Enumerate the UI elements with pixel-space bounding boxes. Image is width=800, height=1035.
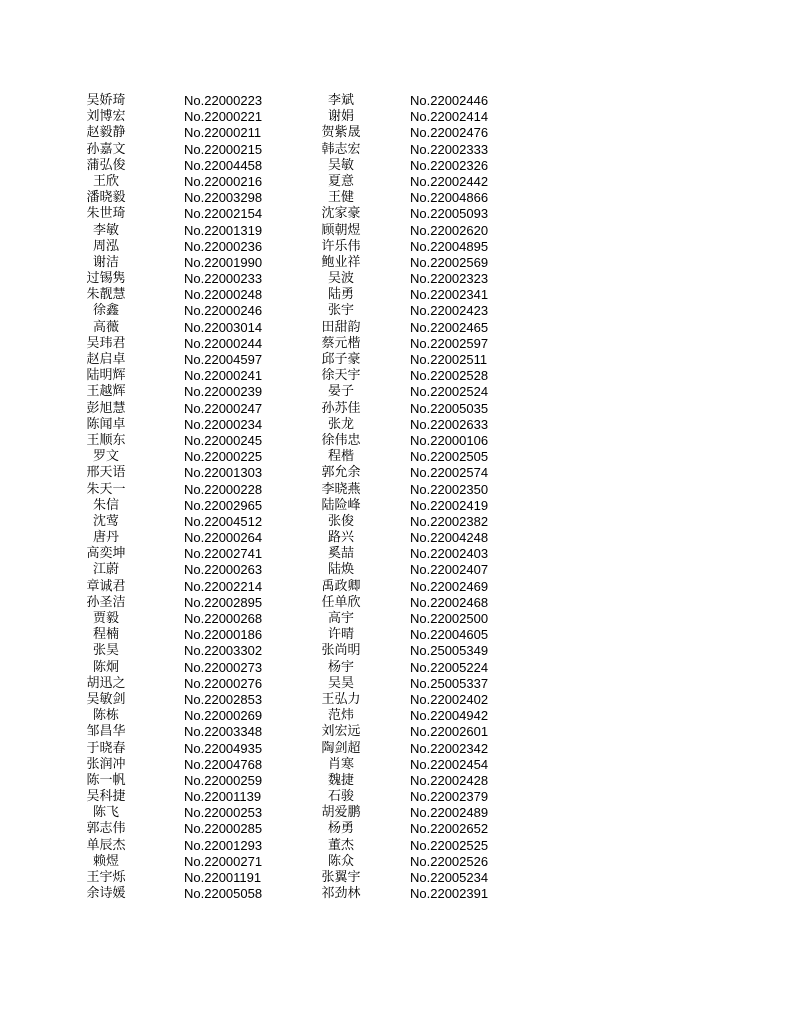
name-cell-right: 晏子 bbox=[327, 384, 354, 400]
number-cell-left: No.22000221 bbox=[184, 109, 263, 125]
number-cell-right: No.22004866 bbox=[410, 190, 489, 206]
number-cell-left: No.22000276 bbox=[184, 675, 263, 691]
number-cell-right: No.22002511 bbox=[410, 352, 488, 367]
number-cell-right: No.25005349 bbox=[410, 643, 489, 659]
name-cell-left: 邹昌华 bbox=[86, 724, 126, 740]
number-cell-right: No.22002342 bbox=[410, 740, 489, 756]
name-cell-left: 李敏 bbox=[92, 222, 119, 238]
name-cell-left: 王欣 bbox=[92, 173, 119, 189]
number-cell-left: No.22000211 bbox=[184, 125, 262, 141]
name-cell-right: 奚喆 bbox=[327, 546, 354, 562]
name-cell-right: 陆勇 bbox=[327, 287, 354, 303]
number-cell-right: No.22002446 bbox=[410, 93, 489, 108]
name-cell-left: 孙圣洁 bbox=[86, 594, 126, 610]
table-row bbox=[0, 190, 800, 206]
number-cell-left: No.22003348 bbox=[184, 724, 263, 740]
number-cell-right: No.22002350 bbox=[410, 481, 489, 497]
table-row bbox=[0, 449, 800, 465]
number-cell-right: No.25005337 bbox=[410, 675, 489, 691]
number-cell-right: No.22002414 bbox=[410, 109, 489, 125]
number-cell-right: No.22005035 bbox=[410, 400, 489, 416]
name-cell-left: 唐丹 bbox=[92, 530, 119, 546]
name-cell-right: 顾朝煜 bbox=[321, 222, 361, 238]
number-cell-right: No.22005234 bbox=[410, 870, 489, 885]
name-cell-left: 彭旭慧 bbox=[86, 400, 126, 416]
table-row bbox=[0, 368, 800, 384]
name-cell-left: 陈炯 bbox=[92, 659, 119, 675]
number-cell-left: No.22000241 bbox=[184, 368, 263, 384]
number-cell-right: No.22002407 bbox=[410, 562, 489, 578]
number-cell-right: No.22002620 bbox=[410, 222, 489, 238]
name-cell-left: 周泓 bbox=[92, 238, 119, 254]
number-cell-right: No.22002428 bbox=[410, 772, 489, 788]
number-cell-left: No.22000186 bbox=[184, 627, 263, 643]
table-row bbox=[0, 255, 800, 271]
name-cell-right: 刘宏远 bbox=[321, 724, 361, 740]
name-cell-right: 张翼宇 bbox=[321, 870, 361, 885]
table-row bbox=[0, 611, 800, 627]
name-cell-left: 陈一帆 bbox=[86, 772, 126, 788]
name-cell-right: 魏捷 bbox=[327, 772, 354, 788]
number-cell-left: No.22000247 bbox=[184, 400, 263, 416]
table-row bbox=[0, 433, 800, 449]
name-cell-left: 赵毅静 bbox=[86, 125, 126, 141]
name-cell-right: 蔡元楷 bbox=[321, 335, 361, 351]
number-cell-right: No.22002476 bbox=[410, 125, 489, 141]
name-cell-right: 李斌 bbox=[327, 93, 354, 108]
number-cell-left: No.22003298 bbox=[184, 190, 263, 206]
number-cell-left: No.22002741 bbox=[184, 546, 263, 562]
number-cell-left: No.22000236 bbox=[184, 238, 263, 254]
number-cell-right: No.22002454 bbox=[410, 756, 489, 772]
name-cell-left: 陈栋 bbox=[92, 708, 119, 724]
name-cell-left: 吴娇琦 bbox=[86, 93, 126, 108]
table-row bbox=[0, 595, 800, 611]
name-cell-right: 胡爱鹏 bbox=[321, 805, 361, 821]
number-cell-right: No.22002382 bbox=[410, 513, 489, 529]
name-cell-left: 王宇烁 bbox=[86, 870, 126, 885]
number-cell-right: No.22002597 bbox=[410, 335, 489, 351]
name-cell-right: 张俊 bbox=[327, 513, 354, 529]
name-cell-right: 沈家豪 bbox=[321, 206, 361, 222]
number-cell-right: No.22000106 bbox=[410, 432, 489, 448]
table-row bbox=[0, 93, 800, 109]
number-cell-left: No.22002895 bbox=[184, 594, 263, 610]
name-cell-right: 许晴 bbox=[327, 627, 354, 643]
table-row bbox=[0, 125, 800, 141]
table-row bbox=[0, 530, 800, 546]
name-cell-left: 朱靓慧 bbox=[86, 287, 126, 303]
table-row bbox=[0, 223, 800, 239]
name-cell-left: 潘晓毅 bbox=[86, 190, 126, 206]
name-cell-right: 杨宇 bbox=[327, 659, 354, 675]
name-cell-right: 张宇 bbox=[327, 303, 354, 319]
number-cell-right: No.22002379 bbox=[410, 789, 489, 805]
number-cell-left: No.22001319 bbox=[184, 222, 263, 238]
table-row bbox=[0, 562, 800, 578]
number-cell-left: No.22001139 bbox=[184, 789, 262, 805]
number-cell-right: No.22002569 bbox=[410, 254, 489, 270]
number-cell-right: No.22002526 bbox=[410, 853, 489, 869]
name-cell-left: 吴敏剑 bbox=[86, 691, 126, 707]
name-cell-left: 陆明辉 bbox=[86, 368, 126, 384]
name-cell-right: 范炜 bbox=[327, 708, 354, 724]
number-cell-left: No.22000259 bbox=[184, 772, 263, 788]
table-row bbox=[0, 417, 800, 433]
number-cell-left: No.22004512 bbox=[184, 513, 263, 529]
number-cell-left: No.22000216 bbox=[184, 173, 263, 189]
name-cell-right: 许乐伟 bbox=[321, 238, 361, 254]
name-cell-right: 董杰 bbox=[327, 837, 354, 853]
number-cell-right: No.22002442 bbox=[410, 173, 489, 189]
name-cell-left: 贾毅 bbox=[92, 611, 119, 626]
table-row bbox=[0, 384, 800, 400]
table-row bbox=[0, 692, 800, 708]
table-row bbox=[0, 546, 800, 562]
number-cell-right: No.22002403 bbox=[410, 546, 489, 562]
name-cell-right: 张龙 bbox=[327, 416, 354, 432]
name-cell-right: 贺紫晟 bbox=[321, 125, 361, 141]
number-cell-right: No.22002326 bbox=[410, 157, 489, 173]
table-row bbox=[0, 514, 800, 530]
number-cell-left: No.22004458 bbox=[184, 157, 263, 173]
name-cell-right: 程楷 bbox=[327, 449, 354, 465]
table-row bbox=[0, 627, 800, 643]
name-cell-right: 祁劲林 bbox=[321, 886, 361, 902]
number-cell-left: No.22004935 bbox=[184, 740, 263, 756]
table-row bbox=[0, 870, 800, 886]
name-cell-left: 朱世琦 bbox=[86, 206, 126, 222]
name-cell-left: 沈莺 bbox=[92, 513, 119, 529]
name-cell-right: 韩志宏 bbox=[321, 141, 361, 157]
number-cell-left: No.22000228 bbox=[184, 481, 263, 497]
number-cell-right: No.22002652 bbox=[410, 821, 489, 837]
number-cell-left: No.22004597 bbox=[184, 352, 263, 367]
name-cell-right: 吴敏 bbox=[327, 157, 354, 173]
number-cell-left: No.22000248 bbox=[184, 287, 263, 303]
number-cell-right: No.22004895 bbox=[410, 238, 489, 254]
table-row bbox=[0, 498, 800, 514]
table-row bbox=[0, 174, 800, 190]
table-row bbox=[0, 271, 800, 287]
name-cell-left: 蒲弘俊 bbox=[86, 157, 126, 173]
name-cell-right: 肖寒 bbox=[327, 756, 354, 772]
number-cell-left: No.22002965 bbox=[184, 497, 263, 513]
number-cell-right: No.22002469 bbox=[410, 578, 489, 594]
name-cell-right: 吴昊 bbox=[327, 675, 354, 691]
number-cell-left: No.22002853 bbox=[184, 691, 263, 707]
number-cell-right: No.22002601 bbox=[410, 724, 489, 740]
number-cell-left: No.22000244 bbox=[184, 335, 263, 351]
number-cell-left: No.22000223 bbox=[184, 93, 263, 108]
number-cell-right: No.22002341 bbox=[410, 287, 489, 303]
number-cell-right: No.22005224 bbox=[410, 659, 489, 675]
name-cell-right: 邱子豪 bbox=[321, 352, 361, 367]
number-cell-left: No.22001191 bbox=[184, 870, 262, 885]
table-row bbox=[0, 158, 800, 174]
number-cell-right: No.22002419 bbox=[410, 497, 489, 513]
number-cell-left: No.22001303 bbox=[184, 465, 263, 481]
name-cell-left: 过锡隽 bbox=[86, 271, 126, 287]
number-cell-right: No.22002323 bbox=[410, 271, 489, 287]
name-cell-left: 程楠 bbox=[92, 627, 119, 643]
table-row bbox=[0, 206, 800, 222]
table-row bbox=[0, 838, 800, 854]
number-cell-right: No.22002391 bbox=[410, 886, 489, 902]
number-cell-right: No.22002525 bbox=[410, 837, 489, 853]
name-cell-left: 江蔚 bbox=[92, 562, 119, 578]
name-cell-right: 路兴 bbox=[327, 530, 354, 546]
name-cell-right: 夏意 bbox=[327, 173, 354, 189]
table-row bbox=[0, 805, 800, 821]
table-row bbox=[0, 320, 800, 336]
table-row bbox=[0, 401, 800, 417]
number-cell-left: No.22003014 bbox=[184, 319, 263, 335]
number-cell-left: No.22002214 bbox=[184, 578, 263, 594]
number-cell-right: No.22002505 bbox=[410, 449, 489, 465]
name-cell-left: 陈闻卓 bbox=[86, 416, 126, 432]
number-cell-left: No.22004768 bbox=[184, 756, 263, 772]
name-cell-right: 谢娟 bbox=[327, 109, 354, 125]
name-cell-left: 高奕坤 bbox=[86, 546, 126, 562]
name-cell-right: 陈众 bbox=[327, 853, 354, 869]
number-cell-left: No.22000271 bbox=[184, 853, 263, 869]
number-cell-right: No.22002402 bbox=[410, 691, 489, 707]
name-cell-left: 吴科捷 bbox=[86, 789, 126, 805]
number-cell-left: No.22000263 bbox=[184, 562, 263, 578]
name-cell-right: 孙苏佳 bbox=[321, 400, 361, 416]
table-row bbox=[0, 886, 800, 902]
table-row bbox=[0, 239, 800, 255]
table-row bbox=[0, 465, 800, 481]
number-cell-left: No.22001293 bbox=[184, 837, 263, 853]
table-row bbox=[0, 660, 800, 676]
table-row bbox=[0, 741, 800, 757]
name-cell-right: 杨勇 bbox=[327, 821, 354, 837]
name-cell-left: 高薇 bbox=[92, 319, 119, 335]
name-cell-right: 高宇 bbox=[327, 611, 354, 626]
number-cell-right: No.22002633 bbox=[410, 416, 489, 432]
roster-table bbox=[0, 93, 800, 902]
number-cell-right: No.22005093 bbox=[410, 206, 489, 222]
name-cell-left: 徐鑫 bbox=[92, 303, 119, 319]
name-cell-left: 王越辉 bbox=[86, 384, 126, 400]
number-cell-left: No.22005058 bbox=[184, 886, 263, 902]
number-cell-left: No.22000253 bbox=[184, 805, 263, 821]
table-row bbox=[0, 724, 800, 740]
name-cell-left: 赵启卓 bbox=[86, 352, 126, 367]
name-cell-right: 李晓燕 bbox=[321, 481, 361, 497]
name-cell-right: 陆焕 bbox=[327, 562, 354, 578]
number-cell-right: No.22002500 bbox=[410, 611, 489, 626]
name-cell-right: 任单欣 bbox=[321, 594, 361, 610]
number-cell-right: No.22004605 bbox=[410, 627, 489, 643]
number-cell-left: No.22000285 bbox=[184, 821, 263, 837]
name-cell-left: 朱信 bbox=[92, 497, 119, 513]
name-cell-right: 石骏 bbox=[327, 789, 354, 805]
name-cell-left: 单辰杰 bbox=[86, 837, 126, 853]
number-cell-left: No.22000233 bbox=[184, 271, 263, 287]
number-cell-right: No.22002528 bbox=[410, 368, 489, 384]
name-cell-left: 罗文 bbox=[92, 449, 119, 465]
number-cell-right: No.22002423 bbox=[410, 303, 489, 319]
table-row bbox=[0, 854, 800, 870]
number-cell-left: No.22000264 bbox=[184, 530, 263, 546]
number-cell-left: No.22000234 bbox=[184, 416, 263, 432]
table-row bbox=[0, 821, 800, 837]
table-row bbox=[0, 579, 800, 595]
name-cell-left: 余诗媛 bbox=[86, 886, 126, 902]
table-row bbox=[0, 109, 800, 125]
number-cell-left: No.22000269 bbox=[184, 708, 263, 724]
table-row bbox=[0, 676, 800, 692]
name-cell-left: 吴玮君 bbox=[86, 335, 126, 351]
name-cell-left: 张润冲 bbox=[86, 756, 126, 772]
name-cell-left: 赖煜 bbox=[92, 853, 119, 869]
number-cell-left: No.22000245 bbox=[184, 432, 263, 448]
name-cell-right: 徐天宇 bbox=[321, 368, 361, 384]
name-cell-left: 陈飞 bbox=[92, 805, 119, 821]
number-cell-right: No.22002524 bbox=[410, 384, 489, 400]
name-cell-left: 谢洁 bbox=[92, 254, 119, 270]
table-row bbox=[0, 789, 800, 805]
number-cell-left: No.22000225 bbox=[184, 449, 263, 465]
name-cell-left: 胡迅之 bbox=[86, 675, 126, 691]
table-row bbox=[0, 482, 800, 498]
name-cell-left: 朱天一 bbox=[86, 481, 126, 497]
table-row bbox=[0, 708, 800, 724]
name-cell-right: 王弘力 bbox=[321, 691, 361, 707]
number-cell-left: No.22000215 bbox=[184, 141, 263, 157]
name-cell-right: 郭允余 bbox=[321, 465, 361, 481]
name-cell-left: 张昊 bbox=[92, 643, 119, 659]
name-cell-right: 王健 bbox=[327, 190, 354, 206]
name-cell-right: 鲍业祥 bbox=[321, 254, 361, 270]
table-row bbox=[0, 757, 800, 773]
table-row bbox=[0, 773, 800, 789]
number-cell-left: No.22000268 bbox=[184, 611, 263, 626]
table-row bbox=[0, 142, 800, 158]
name-cell-right: 田甜韵 bbox=[321, 319, 361, 335]
name-cell-left: 邢天语 bbox=[86, 465, 126, 481]
name-cell-left: 郭志伟 bbox=[86, 821, 126, 837]
number-cell-right: No.22004248 bbox=[410, 530, 489, 546]
number-cell-right: No.22002574 bbox=[410, 465, 489, 481]
table-row bbox=[0, 352, 800, 368]
number-cell-left: No.22001990 bbox=[184, 254, 263, 270]
name-cell-right: 徐伟忠 bbox=[321, 432, 361, 448]
number-cell-right: No.22004942 bbox=[410, 708, 489, 724]
number-cell-right: No.22002468 bbox=[410, 594, 489, 610]
number-cell-right: No.22002333 bbox=[410, 141, 489, 157]
number-cell-left: No.22002154 bbox=[184, 206, 263, 222]
name-cell-left: 孙嘉文 bbox=[86, 141, 126, 157]
table-row bbox=[0, 643, 800, 659]
number-cell-right: No.22002465 bbox=[410, 319, 489, 335]
number-cell-left: No.22000246 bbox=[184, 303, 263, 319]
table-row bbox=[0, 287, 800, 303]
name-cell-right: 吴波 bbox=[327, 271, 354, 287]
name-cell-left: 于晓春 bbox=[86, 740, 126, 756]
name-cell-right: 禹政卿 bbox=[321, 578, 361, 594]
number-cell-left: No.22000273 bbox=[184, 659, 263, 675]
name-cell-left: 王顺东 bbox=[86, 432, 126, 448]
name-cell-left: 章诚君 bbox=[86, 578, 126, 594]
number-cell-right: No.22002489 bbox=[410, 805, 489, 821]
name-cell-right: 张尚明 bbox=[321, 643, 361, 659]
number-cell-left: No.22000239 bbox=[184, 384, 263, 400]
table-row bbox=[0, 303, 800, 319]
number-cell-left: No.22003302 bbox=[184, 643, 263, 659]
name-cell-right: 陶剑超 bbox=[321, 740, 361, 756]
name-cell-right: 陆险峰 bbox=[321, 497, 361, 513]
name-cell-left: 刘博宏 bbox=[86, 109, 126, 125]
table-row bbox=[0, 336, 800, 352]
